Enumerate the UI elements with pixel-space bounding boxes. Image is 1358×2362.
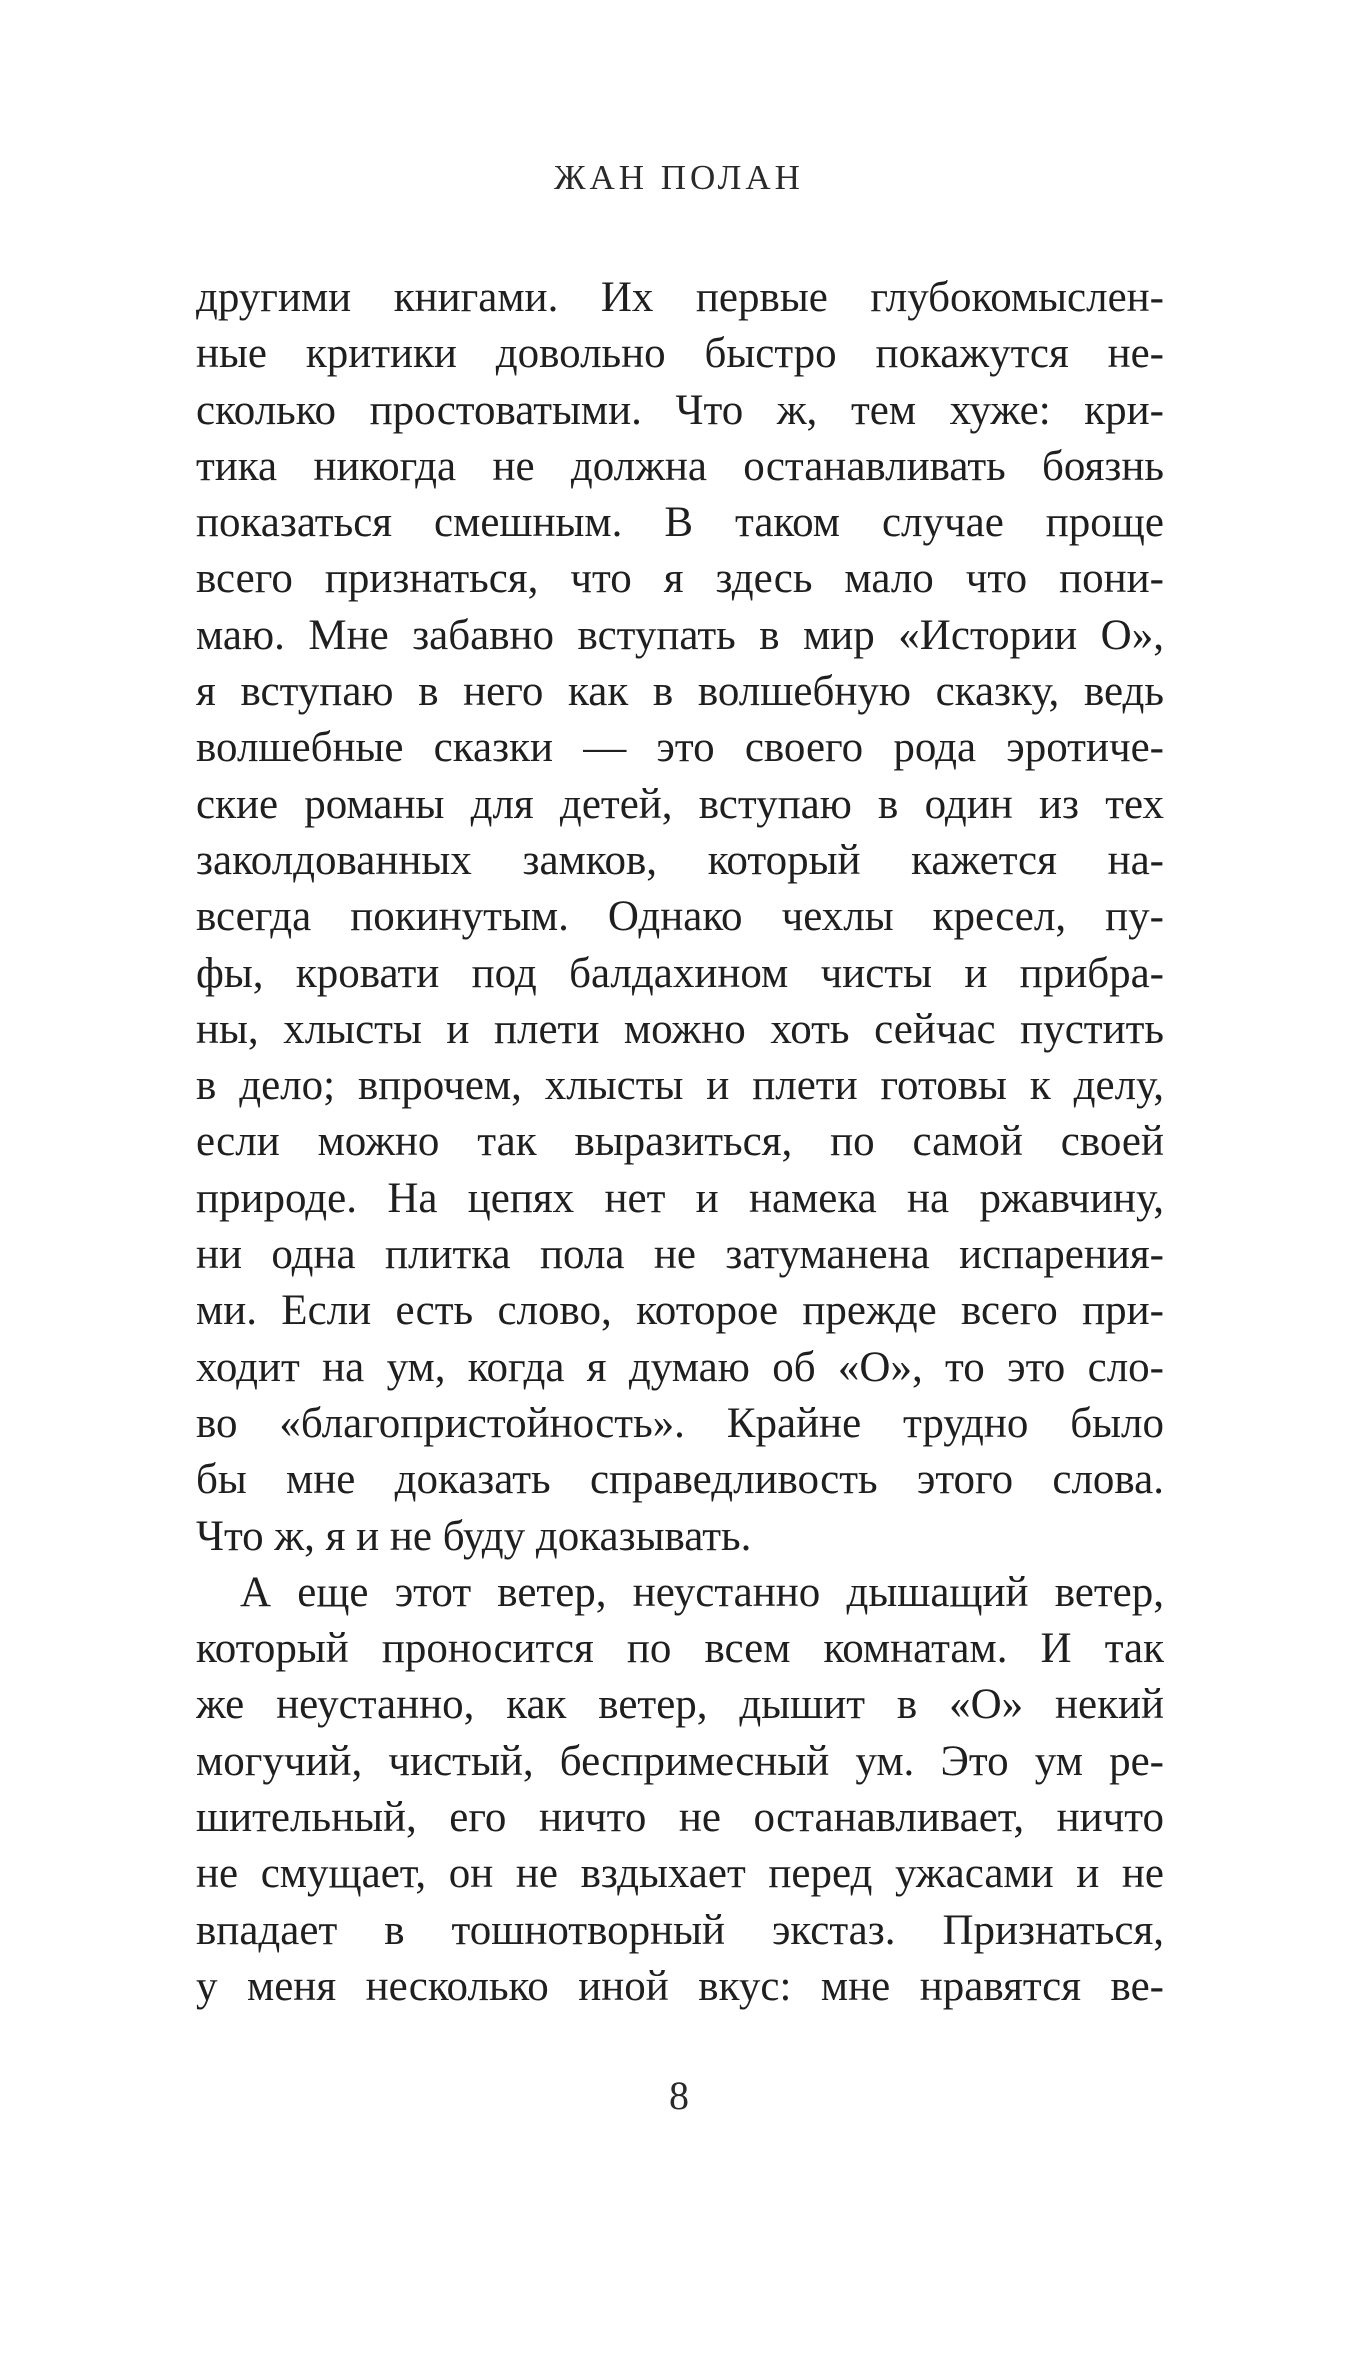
text-line: ми. Если есть слово, которое прежде всего при- (196, 1287, 1164, 1335)
text-line: заколдованных замков, который кажется на- (196, 836, 1164, 884)
text-line: впадает в тошнотворный экстаз. Признаться, (196, 1906, 1164, 1954)
text-line: у меня несколько иной вкус: мне нравятся ве- (196, 1962, 1164, 2010)
page-number: 8 (669, 2073, 689, 2118)
text-line: волшебные сказки — это своего рода эротиче- (196, 724, 1164, 772)
text-line: бы мне доказать справедливость этого слова. (196, 1456, 1164, 1504)
paragraph-start-line: А еще этот ветер, неустанно дышащий ветер, (240, 1568, 1164, 1616)
text-line: могучий, чистый, беспримесный ум. Это ум ре- (196, 1737, 1164, 1785)
text-line: же неустанно, как ветер, дышит в «О» некий (196, 1681, 1164, 1729)
text-line: в дело; впрочем, хлысты и плети готовы к делу, (196, 1062, 1164, 1110)
text-line: всегда покинутым. Однако чехлы кресел, пу- (196, 893, 1164, 941)
text-line: я вступаю в него как в волшебную сказку, ведь (196, 668, 1164, 716)
paragraph-end-line: Что ж, я и не буду доказывать. (196, 1512, 752, 1560)
body-text (196, 270, 1164, 2015)
text-line: сколько простоватыми. Что ж, тем хуже: кри- (196, 386, 1164, 434)
text-line: который проносится по всем комнатам. И так (196, 1625, 1164, 1673)
text-line: шительный, его ничто не останавливает, ничто (196, 1794, 1164, 1842)
text-line: тика никогда не должна останавливать боязнь (196, 442, 1164, 490)
text-line: маю. Мне забавно вступать в мир «Истории О», (196, 611, 1164, 659)
text-line: ские романы для детей, вступаю в один из тех (196, 780, 1164, 828)
text-line: во «благопристойность». Крайне трудно было (196, 1399, 1164, 1447)
text-line: показаться смешным. В таком случае проще (196, 499, 1164, 547)
text-line: ны, хлысты и плети можно хоть сейчас пустить (196, 1005, 1164, 1053)
running-head: ЖАН ПОЛАН (554, 158, 804, 197)
text-line: природе. На цепях нет и намека на ржавчину, (196, 1174, 1164, 1222)
text-line: фы, кровати под балдахином чисты и прибра- (196, 949, 1164, 997)
text-line: всего признаться, что я здесь мало что пони- (196, 555, 1164, 603)
text-line: другими книгами. Их первые глубокомыслен- (196, 274, 1164, 321)
text-line: не смущает, он не вздыхает перед ужасами и не (196, 1850, 1164, 1898)
text-line: если можно так выразиться, по самой своей (196, 1118, 1164, 1166)
text-line: ходит на ум, когда я думаю об «О», то это сло- (196, 1343, 1164, 1391)
text-line: ные критики довольно быстро покажутся не- (196, 330, 1164, 378)
text-line: ни одна плитка пола не затуманена испарения- (196, 1231, 1164, 1279)
